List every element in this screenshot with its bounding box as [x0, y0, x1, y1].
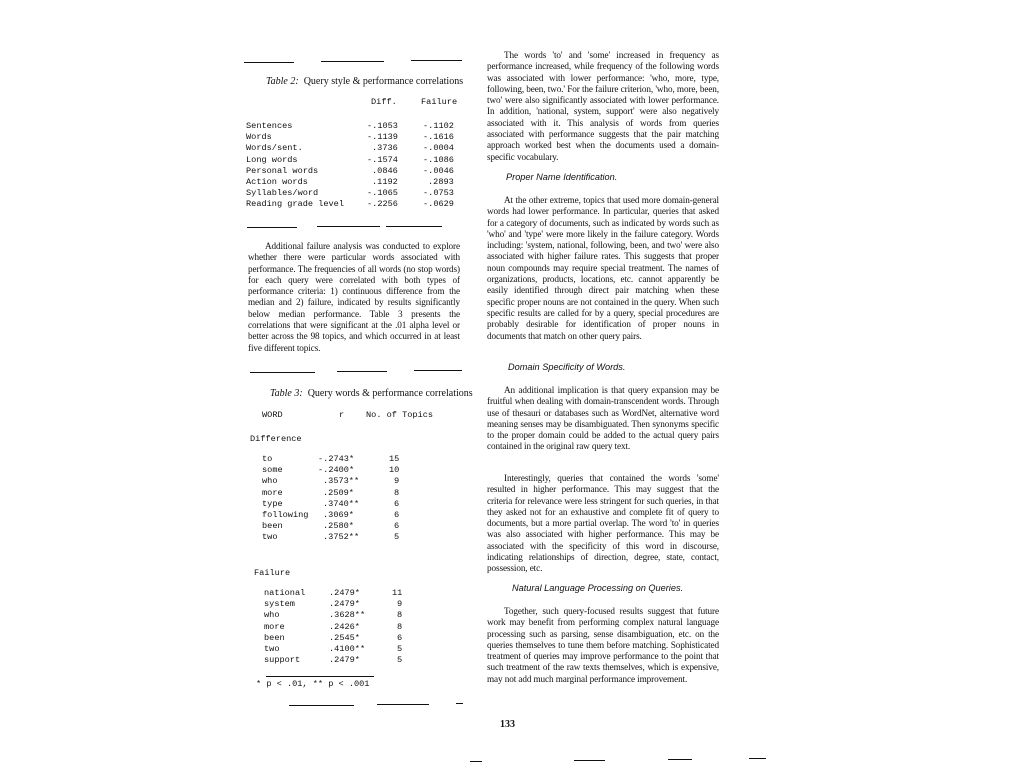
table-row — [262, 510, 412, 521]
table-row — [246, 121, 466, 132]
row-diff: -.1139 — [367, 132, 398, 143]
row-topics: 5 — [394, 532, 400, 543]
row-label: Words — [246, 132, 272, 143]
table3-footnote: * p < .01, ** p < .001 — [256, 679, 370, 689]
table-row — [246, 143, 466, 154]
row-r: .2479* — [329, 599, 360, 610]
rule — [386, 226, 442, 227]
row-r: .2426* — [329, 621, 360, 632]
rule — [247, 227, 297, 228]
rule — [668, 759, 692, 760]
rule — [749, 758, 766, 759]
row-label: Action words — [246, 176, 308, 187]
section-heading-domain-specificity: Domain Specificity of Words. — [508, 362, 626, 372]
right-para-4 — [487, 473, 719, 575]
row-r: .3069* — [323, 509, 354, 520]
table2-caption-text: Query style & performance correlations — [303, 76, 464, 87]
row-failure: -.1086 — [423, 154, 454, 165]
row-diff: .1192 — [372, 176, 398, 187]
table3-group-failure-title: Failure — [254, 568, 291, 578]
table3-group-difference — [262, 454, 412, 544]
row-failure: -.1102 — [423, 121, 454, 131]
table3-group-difference-title: Difference — [250, 434, 302, 444]
row-topics: 6 — [394, 498, 400, 509]
row-word: support — [264, 655, 301, 666]
row-failure: .2893 — [428, 176, 454, 187]
right-para-5 — [487, 606, 719, 685]
right-para-5-text: Together, such query-focused results suggest that future work may benefit from performing complex natural language processing such as parsing, sense disambiguation, etc. on the queries themselves to tune them before matching. Sophisticated treatment of queries may improve performance to the point that such treatment of the raw texts themselves, which is expensive, may not add much marginal performance improvement. — [487, 606, 719, 684]
row-topics: 8 — [397, 621, 403, 632]
table2-caption-label: Table 2: — [266, 76, 299, 87]
row-word: been — [262, 521, 283, 532]
row-label: Words/sent. — [246, 143, 303, 154]
table-row — [264, 633, 414, 644]
left-paragraph — [248, 241, 460, 354]
table2-header-diff: Diff. — [371, 97, 397, 107]
section-heading-nlp-queries: Natural Language Processing on Queries. — [512, 583, 684, 593]
table3-group-failure — [264, 588, 414, 666]
row-label: Personal words — [246, 165, 319, 176]
table3-bottom-rule — [266, 676, 374, 677]
table-row — [246, 155, 466, 166]
row-word: some — [262, 465, 283, 476]
row-word: national — [264, 588, 306, 598]
row-r: .2479* — [329, 588, 360, 598]
table-row — [262, 465, 412, 476]
row-label: Reading grade level — [246, 199, 344, 210]
row-word: who — [264, 610, 280, 621]
table2-caption — [266, 76, 463, 87]
table-row — [262, 532, 412, 543]
table3-caption-text: Query words & performance correlations — [307, 388, 473, 399]
table-row — [264, 610, 414, 621]
row-failure: -.1616 — [423, 132, 454, 143]
row-word: following — [262, 509, 309, 520]
row-label: Sentences — [246, 121, 293, 131]
right-para-2 — [487, 195, 719, 342]
row-r: .3628** — [329, 610, 366, 621]
row-failure: -.0753 — [423, 188, 454, 199]
row-topics: 15 — [389, 454, 400, 464]
page-number: 133 — [500, 719, 515, 730]
row-r: .3573** — [323, 476, 360, 487]
row-failure: -.0046 — [423, 165, 454, 176]
rule — [470, 761, 482, 762]
table-row — [264, 655, 414, 666]
table-row — [246, 199, 466, 210]
table-row — [262, 454, 412, 465]
row-r: -.2400* — [318, 465, 355, 476]
rule — [337, 371, 387, 372]
row-r: .2509* — [323, 487, 354, 498]
table3-caption-label: Table 3: — [270, 388, 303, 399]
table-row — [264, 588, 414, 599]
right-para-1-text: The words 'to' and 'some' increased in frequency as performance increased, while frequency of the following words was associated with lower performance: 'who, more, type, following, been, two.' For the failure criterion, 'who, more, been, two' were also significantly associated with lower performance. In addition, 'national, system, support' were also negatively associated with it. This analysis of words from queries associated with performance suggests that the pair matching approach worked best when the documents used a domain-specific vocabulary. — [487, 50, 719, 162]
row-topics: 6 — [394, 509, 400, 520]
right-para-2-text: At the other extreme, topics that used more domain-general words had lower performance. In particular, queries that asked for a category of documents, such as indicated by words such as 'who' and 'type' were more likely in the failure category. Words including: 'system, national, following, been, and two' were also associated with higher failure rates. This suggests that proper noun compounds may require special treatment. The names of organizations, products, locations, etc. cannot apparently be easily identified through direct pair matching when these specific proper nouns are not contained in the query. When such specific results are called for by a query, special procedures are probably desirable for identification of proper nouns in documents that match on other query pairs. — [487, 195, 719, 341]
table-row — [264, 644, 414, 655]
row-diff: .0846 — [372, 165, 398, 176]
row-word: more — [262, 487, 283, 498]
rule — [321, 61, 384, 62]
rule — [411, 60, 462, 61]
row-r: -.2743* — [318, 454, 355, 464]
table-row — [262, 476, 412, 487]
table-row — [246, 166, 466, 177]
row-r: .3740** — [323, 498, 360, 509]
row-label: Long words — [246, 154, 298, 165]
row-r: .2545* — [329, 632, 360, 643]
row-word: who — [262, 476, 278, 487]
right-para-4-text: Interestingly, queries that contained the words 'some' resulted in higher performance. This may suggest that the criteria for relevance were less stringent for such queries, in that they asked not for an exhaustive and complete fit of query to documents, but a more partial overlap. The word 'to' in queries was also associated with higher performance. This may be associated with the specificity of this word in discourse, indicating relationships of direction, degree, state, contact, possession, etc. — [487, 473, 719, 574]
row-diff: -.1574 — [367, 154, 398, 165]
rule — [289, 705, 354, 706]
table-row — [264, 622, 414, 633]
section-heading-proper-name: Proper Name Identification. — [506, 172, 618, 182]
right-para-1 — [487, 50, 719, 163]
row-diff: -.1053 — [367, 121, 398, 131]
row-label: Syllables/word — [246, 188, 319, 199]
row-diff: -.1065 — [367, 188, 398, 199]
table3-header — [0, 410, 470, 422]
table-row — [246, 177, 466, 188]
row-topics: 11 — [392, 588, 403, 598]
rule — [317, 226, 380, 227]
row-failure: -.0004 — [423, 143, 454, 154]
left-paragraph-text: Additional failure analysis was conducted to explore whether there were particular words associated with performance. The frequencies of all words (no stop words) for each query were correlated with both types of performance criteria: 1) continuous difference from the median and 2) failure, indicated by results significantly below median performance. Table 3 presents the correlations that were significant at the .01 alpha level or better across the 98 topics, and which occurred in at least five different topics. — [248, 241, 460, 353]
row-r: .3752** — [323, 532, 360, 543]
right-para-3-text: An additional implication is that query expansion may be fruitful when dealing with domain-transcendent words. Through use of thesauri or databases such as WordNet, alternative word meaning senses may be disambiguated. Then synonyms specific to the proper domain could be added to the actual query pairs contained in the original raw query text. — [487, 385, 719, 452]
table3-header-r: r — [339, 410, 345, 420]
table-row — [246, 188, 466, 199]
rule — [250, 372, 315, 373]
row-word: two — [262, 532, 278, 543]
row-topics: 5 — [397, 643, 403, 654]
row-topics: 5 — [397, 655, 403, 666]
table-row — [246, 132, 466, 143]
row-r: .2580* — [323, 521, 354, 532]
right-para-3 — [487, 385, 719, 453]
row-diff: .3736 — [372, 143, 398, 154]
table-row — [262, 521, 412, 532]
row-topics: 8 — [397, 610, 403, 621]
table2-body — [246, 121, 466, 211]
table-row — [262, 488, 412, 499]
table2-header-failure: Failure — [421, 97, 458, 107]
row-word: more — [264, 621, 285, 632]
row-r: .2479* — [329, 655, 360, 666]
rule — [244, 62, 294, 63]
row-word: been — [264, 632, 285, 643]
row-word: system — [264, 599, 295, 610]
row-failure: -.0629 — [423, 199, 454, 210]
table3-caption — [270, 388, 473, 399]
rule — [414, 370, 462, 371]
table3-header-topics: No. of Topics — [366, 410, 434, 420]
table-row — [262, 499, 412, 510]
row-word: type — [262, 498, 283, 509]
row-r: .4100** — [329, 643, 366, 654]
table3-header-word: WORD — [262, 410, 283, 420]
row-topics: 10 — [389, 465, 400, 476]
row-topics: 9 — [397, 599, 403, 610]
row-topics: 6 — [397, 632, 403, 643]
table-row — [264, 599, 414, 610]
row-topics: 6 — [394, 521, 400, 532]
row-topics: 8 — [394, 487, 400, 498]
rule — [456, 703, 463, 704]
row-topics: 9 — [394, 476, 400, 487]
rule — [377, 704, 429, 705]
row-word: to — [262, 454, 273, 464]
rule — [574, 760, 605, 761]
table2-header — [0, 97, 470, 109]
row-word: two — [264, 643, 280, 654]
row-diff: -.2256 — [367, 199, 398, 210]
